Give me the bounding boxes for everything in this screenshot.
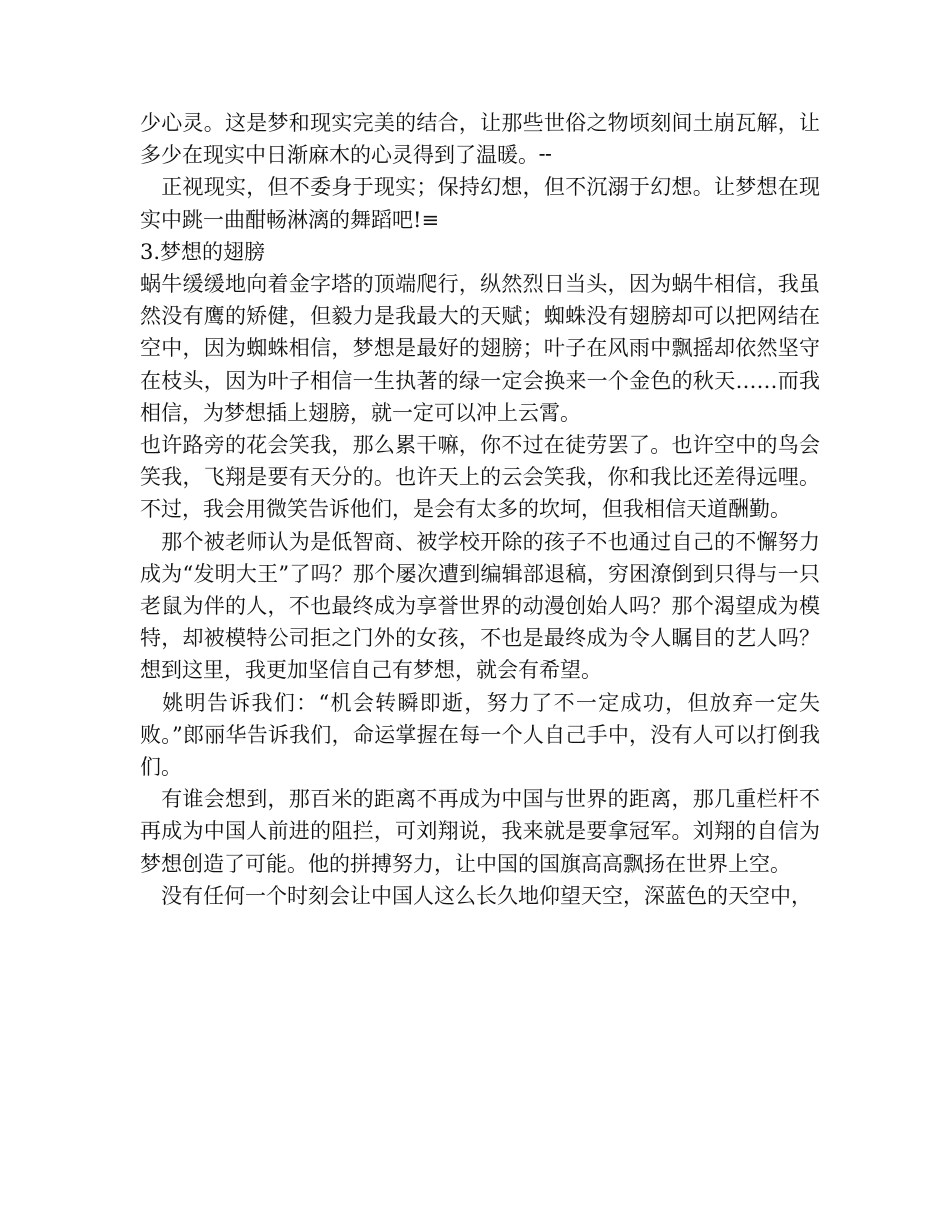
paragraph-7: 有谁会想到，那百米的距离不再成为中国与世界的距离，那几重栏杆不再成为中国人前进的阻拦，可刘翔说，我来就是要拿冠军。刘翔的自信为梦想创造了可能。他的拼搏努力，让中国的国旗高高飘扬在世界上空。: [140, 787, 820, 876]
paragraph-1: 少心灵。这是梦和现实完美的结合，让那些世俗之物顷刻间土崩瓦解，让多少在现实中日渐麻木的心灵得到了温暖。╌: [140, 111, 820, 168]
paragraph-8: 没有任何一个时刻会让中国人这么长久地仰望天空，深蓝色的天空中，: [140, 883, 812, 908]
paragraph-2: 正视现实，但不委身于现实；保持幻想，但不沉溺于幻想。让梦想在现实中跳一曲酣畅淋漓的舞蹈吧!≡: [140, 175, 820, 232]
paragraph-4: 也许路旁的花会笑我，那么累干嘛，你不过在徒劳罢了。也许空中的鸟会笑我，飞翔是要有天分的。也许天上的云会笑我，你和我比还差得远哩。不过，我会用微笑告诉他们，是会有太多的坎坷，但我相信天道酬勤。: [140, 433, 820, 522]
paragraph-6: 姚明告诉我们：“机会转瞬即逝，努力了不一定成功，但放弃一定失败。”郎丽华告诉我们，命运掌握在每一个人自己手中，没有人可以打倒我们。: [140, 690, 820, 780]
document-body: [140, 107, 820, 912]
paragraph-5: 那个被老师认为是低智商、被学校开除的孩子不也通过自己的不懈努力成为“发明大王”了吗？那个屡次遭到编辑部退稿，穷困潦倒到只得与一只老鼠为伴的人，不也最终成为享誉世界的动漫创始人吗？那个渴望成为模特，却被模特公司拒之门外的女孩，不也是最终成为令人瞩目的艺人吗？想到这里，我更加坚信自己有梦想，就会有希望。: [140, 529, 820, 683]
paragraph-3: 蜗牛缓缓地向着金字塔的顶端爬行，纵然烈日当头，因为蜗牛相信，我虽然没有鹰的矫健，但毅力是我最大的天赋；蜘蛛没有翅膀却可以把网结在空中，因为蜘蛛相信，梦想是最好的翅膀；叶子在风雨中飘摇却依然坚守在枝头，因为叶子相信一生执著的绿一定会换来一个金色的秋天……而我相信，为梦想插上翅膀，就一定可以冲上云霄。: [140, 272, 820, 425]
section-heading: 3.梦想的翅膀: [140, 239, 266, 264]
